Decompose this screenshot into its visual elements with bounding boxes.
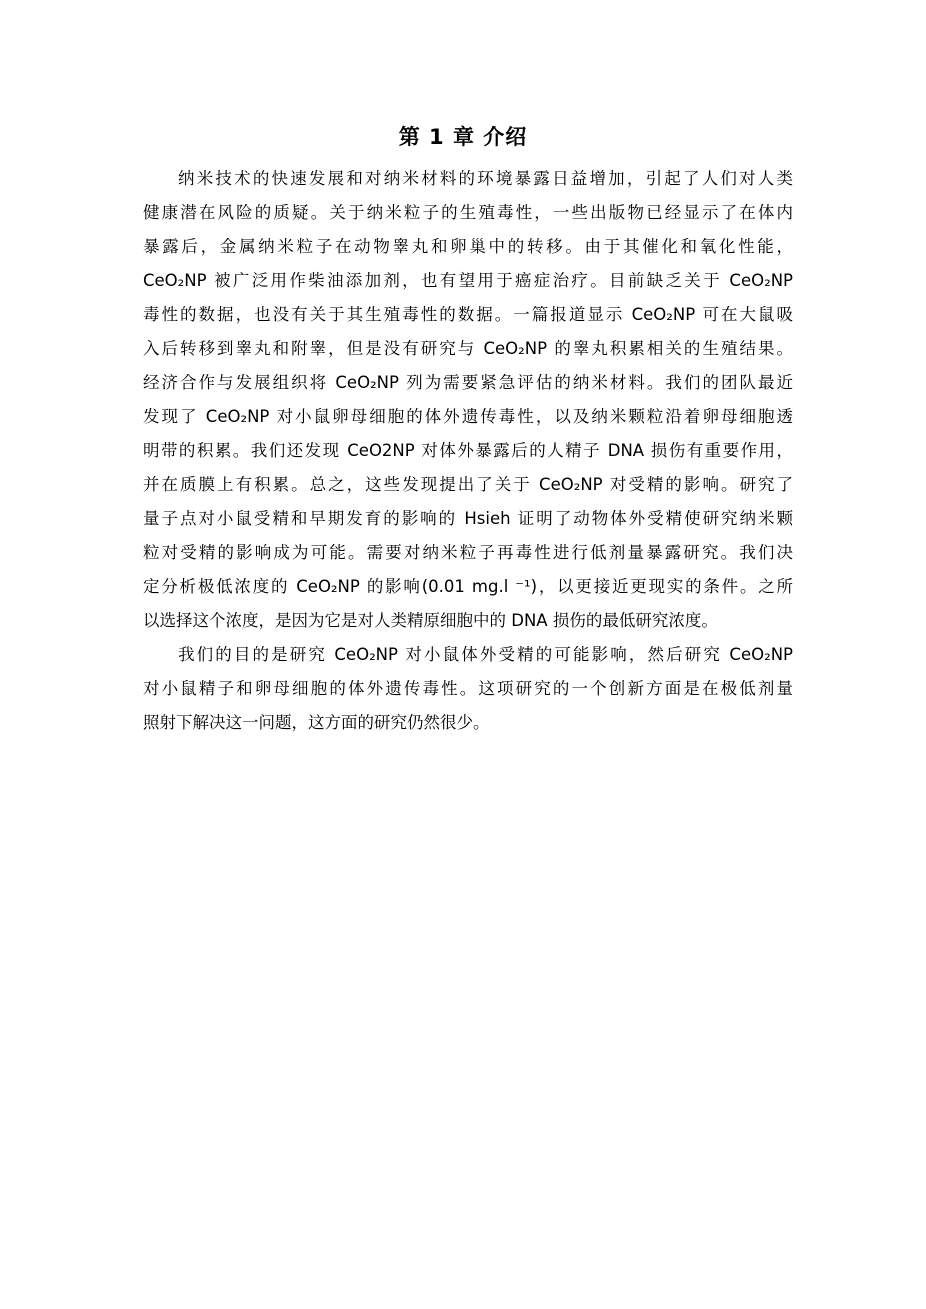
paragraph-line: 以选择这个浓度，是因为它是对人类精原细胞中的 DNA 损伤的最低研究浓度。 <box>143 611 718 630</box>
paragraph-line: 照射下解决这一问题，这方面的研究仍然很少。 <box>143 713 490 732</box>
paragraph-line: 健康潜在风险的质疑。关于纳米粒子的生殖毒性，一些出版物已经显示了在体内 <box>143 203 793 222</box>
paragraph-line: 对小鼠精子和卵母细胞的体外遗传毒性。这项研究的一个创新方面是在极低剂量 <box>143 679 793 698</box>
paragraph-line: 定分析极低浓度的 CeO₂NP 的影响(0.01 mg.l ⁻¹)，以更接近更现实的条件。之所 <box>143 577 793 596</box>
paragraph-line: 毒性的数据，也没有关于其生殖毒性的数据。一篇报道显示 CeO₂NP 可在大鼠吸 <box>143 305 793 324</box>
paragraph-line: 入后转移到睾丸和附睾，但是没有研究与 CeO₂NP 的睾丸积累相关的生殖结果。 <box>143 339 793 358</box>
paragraph-line: 暴露后，金属纳米粒子在动物睾丸和卵巢中的转移。由于其催化和氧化性能， <box>143 237 793 256</box>
paragraph-1 <box>143 162 793 638</box>
paragraph-line: 经济合作与发展组织将 CeO₂NP 列为需要紧急评估的纳米材料。我们的团队最近 <box>143 373 793 392</box>
paragraph-line: 粒对受精的影响成为可能。需要对纳米粒子再毒性进行低剂量暴露研究。我们决 <box>143 543 793 562</box>
paragraph-line: 发现了 CeO₂NP 对小鼠卵母细胞的体外遗传毒性，以及纳米颗粒沿着卵母细胞透 <box>143 407 793 426</box>
document-body <box>143 162 793 740</box>
paragraph-line: 纳米技术的快速发展和对纳米材料的环境暴露日益增加，引起了人们对人类 <box>178 169 793 188</box>
chapter-title: 第 1 章 介绍 <box>398 125 528 149</box>
paragraph-line: 并在质膜上有积累。总之，这些发现提出了关于 CeO₂NP 对受精的影响。研究了 <box>143 475 793 494</box>
paragraph-line: CeO₂NP 被广泛用作柴油添加剂，也有望用于癌症治疗。目前缺乏关于 CeO₂NP <box>143 271 793 290</box>
paragraph-2 <box>143 638 793 740</box>
paragraph-line: 明带的积累。我们还发现 CeO2NP 对体外暴露后的人精子 DNA 损伤有重要作用， <box>143 441 793 460</box>
paragraph-line: 量子点对小鼠受精和早期发育的影响的 Hsieh 证明了动物体外受精使研究纳米颗 <box>143 509 793 528</box>
paragraph-line: 我们的目的是研究 CeO₂NP 对小鼠体外受精的可能影响，然后研究 CeO₂NP <box>178 645 793 664</box>
